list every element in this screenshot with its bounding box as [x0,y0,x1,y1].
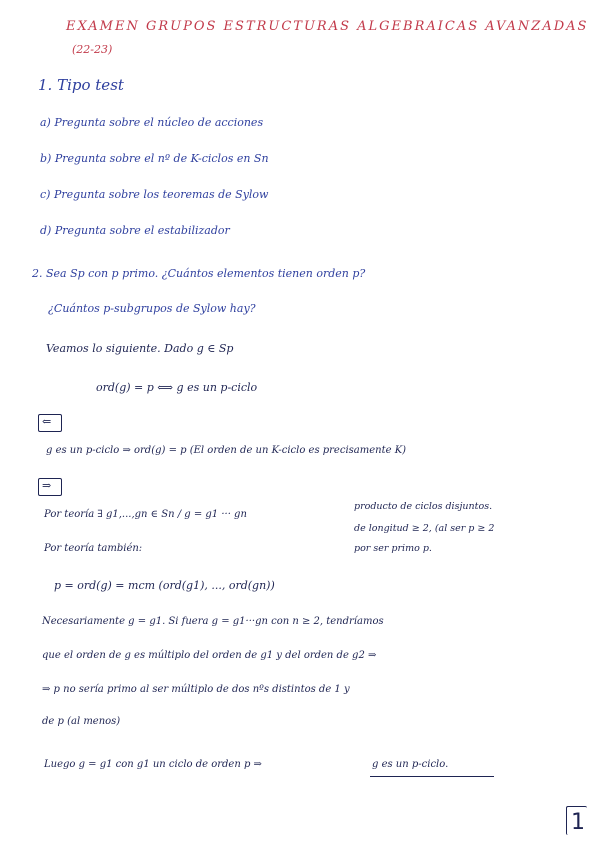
necessarily-line: Necesariamente g = g1. Si fuera g = g1···gn con n ≥ 2, tendríamos [42,616,384,627]
direction-left-arrow: ⇐ [42,415,52,428]
conclusion-underline [370,776,494,777]
disjoint-note-2: de longitud ≥ 2, (al ser p ≥ 2 [354,523,495,534]
page-number: 1 [571,810,585,835]
lcm-equation: p = ord(g) = mcm (ord(g1), ..., ord(gn)) [54,579,275,592]
disjoint-note-3: por ser primo p. [354,543,432,554]
disjoint-note-1: producto de ciclos disjuntos. [354,501,493,512]
theory-also-line: Por teoría también: [44,543,143,554]
conclusion-line: Luego g = g1 con g1 un ciclo de orden p ⇒ [44,759,262,770]
exam-title: EXAMEN GRUPOS ESTRUCTURAS ALGEBRAICAS AVANZADAS [66,19,589,34]
question-1-item-a: a) Pregunta sobre el núcleo de acciones [40,116,264,129]
question-1-item-c: c) Pregunta sobre los teoremas de Sylow [40,188,269,201]
decomposition-line: Por teoría ∃ g1,...,gn ∈ Sn / g = g1 ··· gn [44,509,247,520]
equivalence-statement: ord(g) = p ⟺ g es un p-ciclo [96,381,258,394]
question-2-subheading: ¿Cuántos p-subgrupos de Sylow hay? [48,302,256,315]
question-1-item-d: d) Pregunta sobre el estabilizador [40,224,230,237]
conclusion-result: g es un p-ciclo. [372,759,449,770]
question-1-heading: 1. Tipo test [38,76,124,94]
proof-intro: Veamos lo siguiente. Dado g ∈ Sp [46,342,234,355]
not-prime-line-2: de p (al menos) [42,716,121,727]
left-direction-proof: g es un p-ciclo ⇒ ord(g) = p (El orden de un K-ciclo es precisamente K) [46,445,407,456]
exam-year: (22-23) [72,43,113,56]
not-prime-line: ⇒ p no sería primo al ser múltiplo de dos nºs distintos de 1 y [42,684,350,695]
direction-right-arrow: ⇒ [42,479,52,492]
question-2-heading: 2. Sea Sp con p primo. ¿Cuántos elementos tienen orden p? [32,267,366,280]
order-multiple-line: que el orden de g es múltiplo del orden de g1 y del orden de g2 ⇒ [42,650,377,661]
question-1-item-b: b) Pregunta sobre el nº de K-ciclos en Sn [40,152,269,165]
